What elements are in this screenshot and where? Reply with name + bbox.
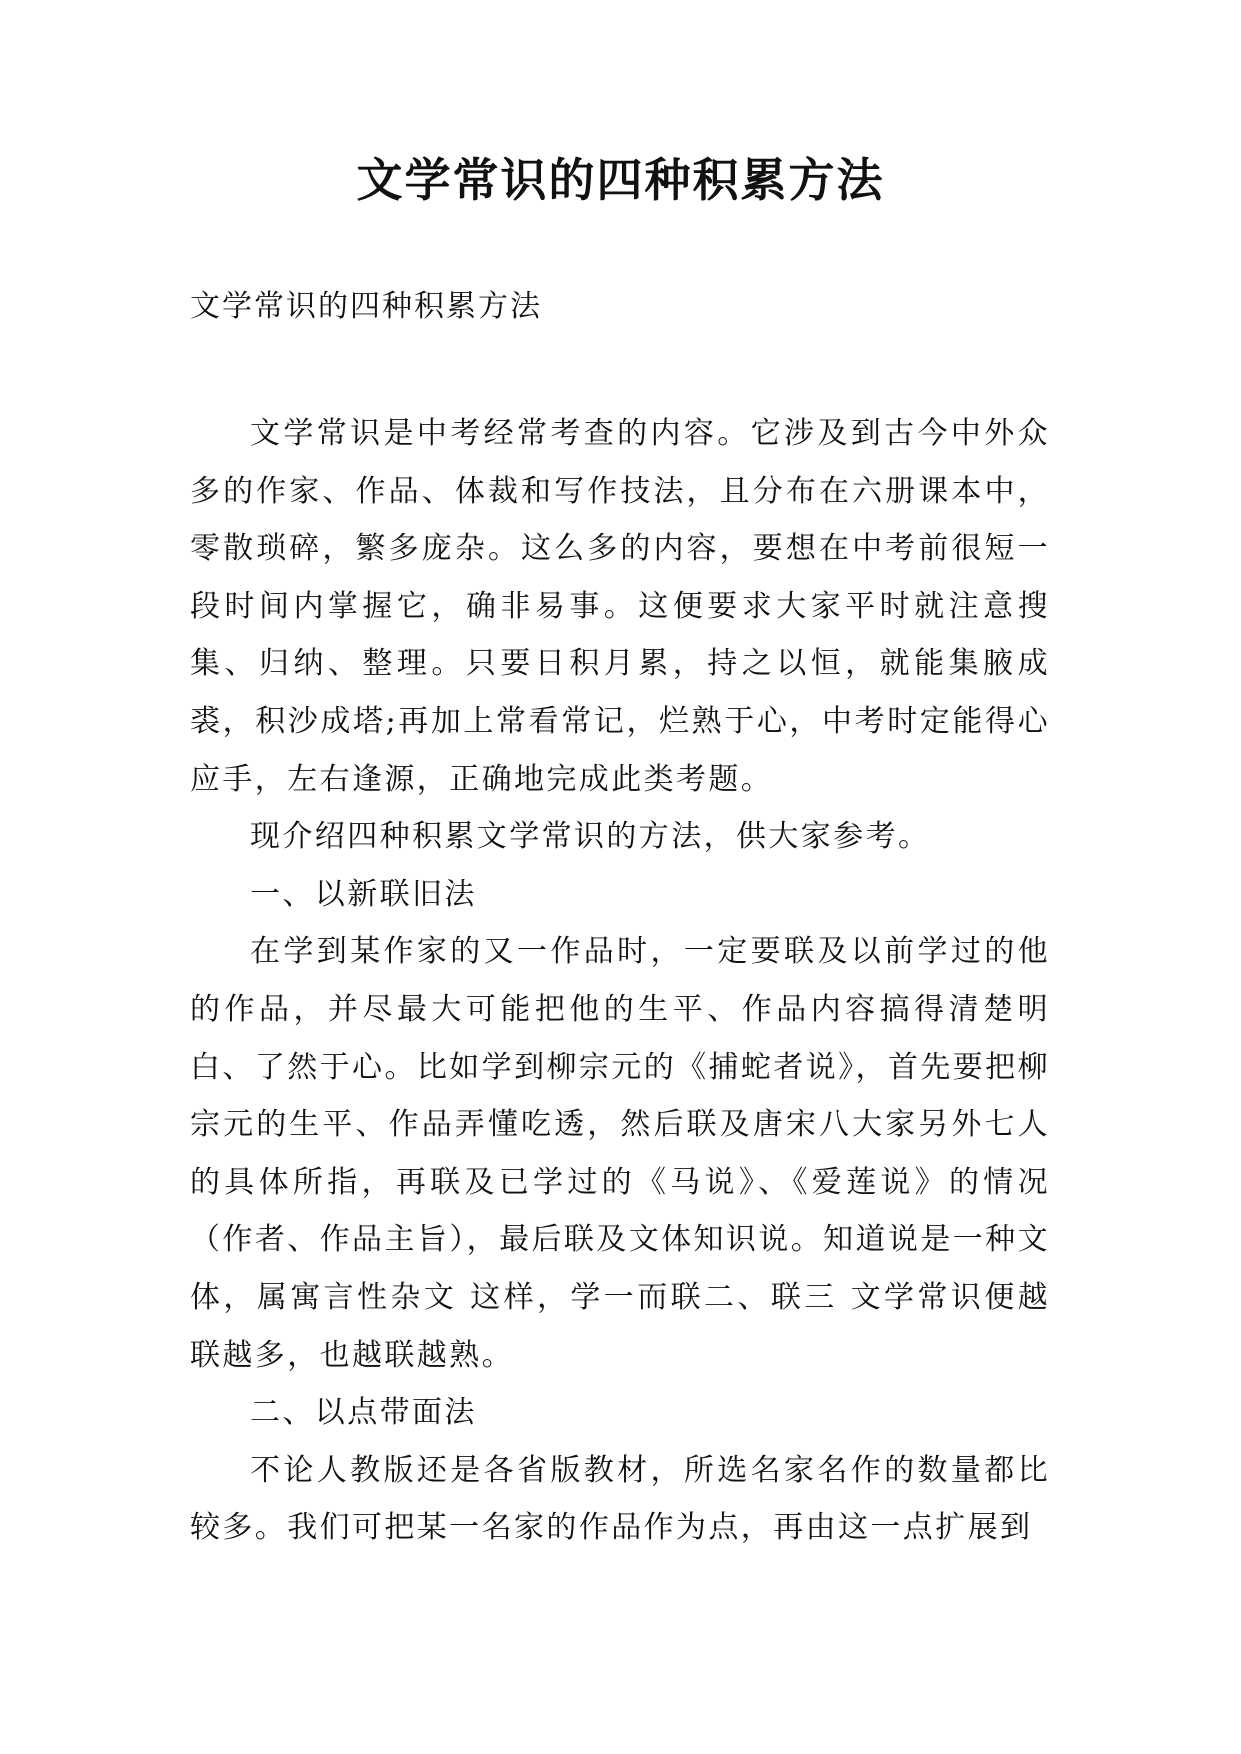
section-heading-1: 一、以新联旧法 bbox=[250, 876, 477, 912]
paragraph-method-1: 在学到某作家的又一作品时，一定要联及以前学过的他的作品，并尽最大可能把他的生平、作品内容搞得清楚明白、了然于心。比如学到柳宗元的《捕蛇者说》，首先要把柳宗元的生平、作品弄懂吃透，然后联及唐宋八大家另外七人的具体所指，再联及已学过的《马说》、《爱莲说》的情况（作者、作品主旨），最后联及文体知识说。知道说是一种文体，属寓言性杂文 这样，学一而联二、联三 文学常识便越联越多，也越联越熟。 bbox=[190, 934, 1050, 1373]
document-title: 文学常识的四种积累方法 bbox=[356, 153, 885, 207]
paragraph-overview: 现介绍四种积累文学常识的方法，供大家参考。 bbox=[250, 819, 931, 855]
document-subtitle: 文学常识的四种积累方法 bbox=[190, 289, 542, 324]
paragraph-intro: 文学常识是中考经常考查的内容。它涉及到古今中外众多的作家、作品、体裁和写作技法，且分布在六册课本中，零散琐碎，繁多庞杂。这么多的内容，要想在中考前很短一段时间内掌握它，确非易事。这便要求大家平时就注意搜集、归纳、整理。只要日积月累，持之以恒，就能集腋成裘，积沙成塔;再加上常看常记，烂熟于心，中考时定能得心应手，左右逢源，正确地完成此类考题。 bbox=[190, 416, 1050, 797]
paragraph-method-2: 不论人教版还是各省版教材，所选名家名作的数量都比较多。我们可把某一名家的作品作为点，再由这一点扩展到 bbox=[190, 1452, 1050, 1546]
document-body bbox=[190, 405, 1050, 1557]
section-heading-2: 二、以点带面法 bbox=[250, 1395, 477, 1431]
